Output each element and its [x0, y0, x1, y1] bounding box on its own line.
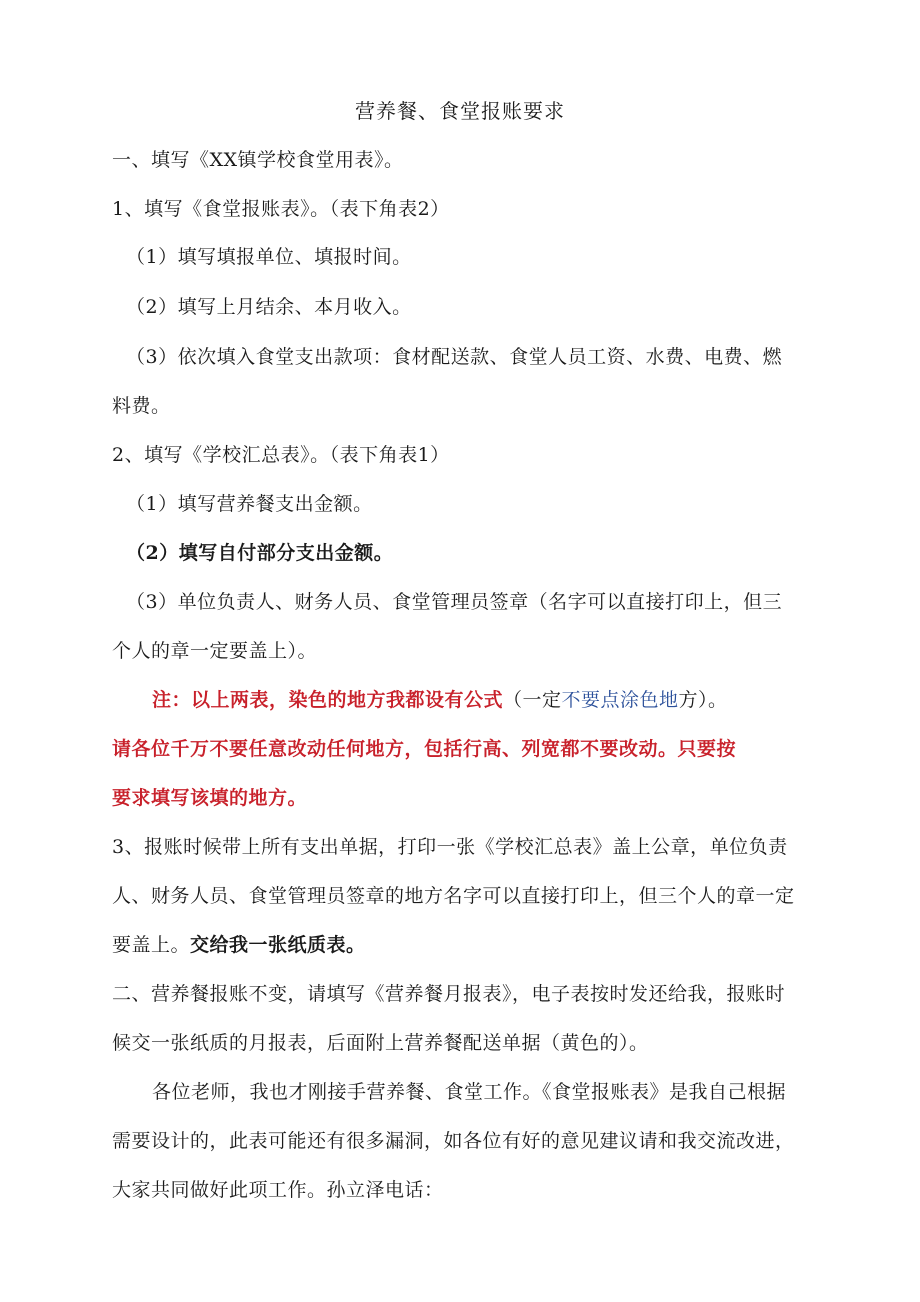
note-red-text: 注：以上两表，染色的地方我都设有公式 [152, 689, 504, 711]
closing-line-2: 需要设计的，此表可能还有很多漏洞，如各位有好的意见建议请和我交流改进， [112, 1130, 795, 1152]
note-blue-text: 不要点涂色地 [561, 689, 679, 711]
section-two-line-2: 候交一张纸质的月报表，后面附上营养餐配送单据（黄色的）。 [112, 1032, 649, 1054]
note-black-text: （一定 [503, 689, 562, 711]
closing-line-1: 各位老师，我也才刚接手营养餐、食堂工作。《食堂报账表》是我自己根据 [152, 1081, 787, 1103]
item-3-text: 要盖上。 [112, 934, 191, 956]
item-2-3: （3）单位负责人、财务人员、食堂管理员签章（名字可以直接打印上，但三 [126, 591, 783, 613]
item-1-heading: 1、填写《食堂报账表》。（表下角表2） [112, 198, 450, 220]
item-1-2: （2）填写上月结余、本月收入。 [126, 296, 412, 318]
section-one-heading: 一、填写《XX镇学校食堂用表》。 [112, 149, 404, 171]
note-line-1 [152, 688, 728, 712]
item-3-line-1: 3、报账时候带上所有支出单据，打印一张《学校汇总表》盖上公章，单位负责 [112, 836, 788, 858]
note-line-3: 要求填写该填的地方。 [112, 787, 308, 809]
closing-line-3: 大家共同做好此项工作。孙立泽电话： [112, 1179, 444, 1201]
item-1-3-cont: 料费。 [112, 395, 171, 417]
item-3-line-3 [112, 933, 366, 957]
item-2-1: （1）填写营养餐支出金额。 [126, 493, 373, 515]
item-2-3-cont: 个人的章一定要盖上）。 [112, 640, 318, 662]
note-line-2: 请各位千万不要任意改动任何地方，包括行高、列宽都不要改动。只要按 [112, 738, 737, 760]
item-3-line-2: 人、财务人员、食堂管理员签章的地方名字可以直接打印上，但三个人的章一定 [112, 885, 795, 907]
item-2-2: （2）填写自付部分支出金额。 [126, 542, 394, 564]
item-2-heading: 2、填写《学校汇总表》。（表下角表1） [112, 444, 450, 466]
item-1-1: （1）填写填报单位、填报时间。 [126, 246, 412, 268]
document-title: 营养餐、食堂报账要求 [355, 99, 565, 123]
item-3-bold-text: 交给我一张纸质表。 [190, 934, 366, 956]
item-1-3: （3）依次填入食堂支出款项：食材配送款、食堂人员工资、水费、电费、燃 [126, 346, 783, 368]
section-two-line-1: 二、营养餐报账不变，请填写《营养餐月报表》，电子表按时发还给我，报账时 [112, 983, 786, 1005]
note-black-text-end: 方）。 [678, 689, 728, 711]
